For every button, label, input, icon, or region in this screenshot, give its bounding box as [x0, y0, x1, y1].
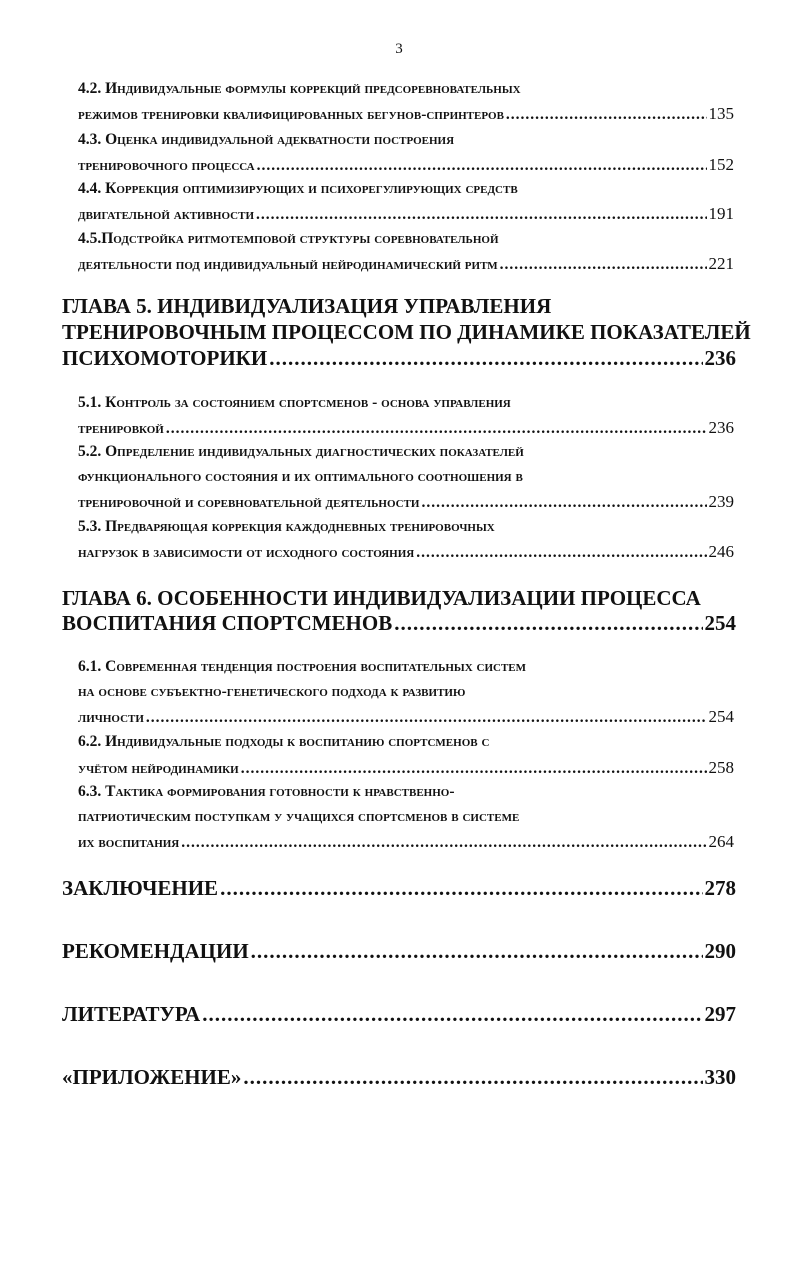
toc-entry-4-2-line-2[interactable]	[0, 104, 734, 124]
toc-page-number: 290	[704, 939, 736, 963]
toc-page-number: 278	[704, 876, 736, 900]
toc-entry-6-1-line-2[interactable]	[0, 683, 734, 701]
toc-entry-4-3-line-1[interactable]	[0, 131, 734, 149]
toc-text: 4.5.Подстройка ритмотемповой структуры соревновательной	[78, 230, 499, 247]
toc-page-number: 264	[708, 832, 734, 851]
toc-entry-5-1-line-1[interactable]	[0, 394, 734, 412]
toc-text: ГЛАВА 5. ИНДИВИДУАЛИЗАЦИЯ УПРАВЛЕНИЯ	[62, 294, 552, 318]
toc-page-number: 191	[708, 204, 734, 223]
leader-dots	[220, 876, 702, 901]
toc-text: деятельности под индивидуальный нейродинамический ритм	[78, 256, 498, 273]
toc-text: учётом нейродинамики	[78, 760, 239, 777]
toc-entry-5-1-line-2[interactable]	[0, 418, 734, 438]
toc-text: ГЛАВА 6. ОСОБЕННОСТИ ИНДИВИДУАЛИЗАЦИИ ПРОЦЕССА	[62, 586, 701, 610]
toc-conclusion[interactable]	[0, 876, 736, 901]
toc-entry-6-3-line-1[interactable]	[0, 783, 734, 801]
toc-entry-6-3-line-2[interactable]	[0, 808, 734, 826]
toc-text: ЗАКЛЮЧЕНИЕ	[62, 876, 219, 900]
toc-text: 6.2. Индивидуальные подходы к воспитанию спортсменов с	[78, 733, 490, 750]
toc-page-number: 239	[708, 492, 734, 511]
toc-text: 6.1. Современная тенденция построения воспитательных систем	[78, 658, 527, 675]
toc-text: ТРЕНИРОВОЧНЫМ ПРОЦЕССОМ ПО ДИНАМИКЕ ПОКАЗАТЕЛЕЙ	[62, 320, 751, 344]
toc-text: ЛИТЕРАТУРА	[62, 1002, 201, 1026]
leader-dots	[146, 709, 707, 727]
leader-dots	[416, 544, 706, 562]
toc-literature[interactable]	[0, 1002, 736, 1027]
toc-text: 4.3. Оценка индивидуальной адекватности построения	[78, 131, 455, 148]
toc-entry-4-5-line-2[interactable]	[0, 254, 734, 274]
toc-text: патриотическим поступкам у учащихся спортсменов в системе	[78, 808, 520, 825]
leader-dots	[500, 256, 707, 274]
toc-entry-4-4-line-1[interactable]	[0, 180, 734, 198]
toc-entry-5-3-line-2[interactable]	[0, 542, 734, 562]
toc-entry-5-3-line-1[interactable]	[0, 518, 734, 536]
leader-dots	[166, 420, 707, 438]
leader-dots	[181, 834, 706, 852]
toc-text: функционального состояния и их оптимального соотношения в	[78, 468, 523, 485]
toc-page-number: 254	[704, 611, 736, 635]
toc-text: РЕКОМЕНДАЦИИ	[62, 939, 249, 963]
toc-entry-5-2-line-1[interactable]	[0, 443, 734, 461]
toc-page-number: 221	[708, 254, 734, 273]
toc-entry-4-3-line-2[interactable]	[0, 155, 734, 175]
leader-dots	[506, 106, 707, 124]
toc-page-number: 254	[708, 707, 734, 726]
leader-dots	[243, 1065, 702, 1090]
toc-text: на основе субъектно-генетического подхода к развитию	[78, 683, 466, 700]
toc-text: 5.1. Контроль за состоянием спортсменов - основа управления	[78, 394, 511, 411]
toc-entry-6-3-line-3[interactable]	[0, 832, 734, 852]
toc-chapter-5-line-3[interactable]	[0, 346, 736, 371]
toc-text: 4.4. Коррекция оптимизирующих и психорегулирующих средств	[78, 180, 518, 197]
toc-appendix[interactable]	[0, 1065, 736, 1090]
toc-text: тренировочной и соревновательной деятельности	[78, 494, 420, 511]
toc-text: тренировкой	[78, 420, 164, 437]
toc-text: «ПРИЛОЖЕНИЕ»	[62, 1065, 242, 1089]
toc-text: режимов тренировки квалифицированных бегунов-спринтеров	[78, 106, 504, 123]
leader-dots	[257, 157, 707, 175]
leader-dots	[241, 760, 707, 778]
toc-text: их воспитания	[78, 834, 180, 851]
toc-text: ПСИХОМОТОРИКИ	[62, 346, 268, 370]
toc-chapter-6-line-1[interactable]	[0, 586, 736, 611]
toc-page-number: 246	[708, 542, 734, 561]
toc-chapter-5-line-1[interactable]	[0, 294, 736, 319]
toc-chapter-5-line-2[interactable]	[0, 320, 751, 345]
toc-text: двигательной активности	[78, 206, 255, 223]
toc-entry-5-2-line-2[interactable]	[0, 468, 734, 486]
toc-page-number: 330	[704, 1065, 736, 1089]
leader-dots	[256, 206, 706, 224]
toc-page-number: 152	[708, 155, 734, 174]
page-number: 3	[395, 41, 403, 57]
leader-dots	[251, 939, 703, 964]
toc-entry-6-2-line-1[interactable]	[0, 733, 734, 751]
toc-page-number: 258	[708, 758, 734, 777]
toc-entry-6-2-line-2[interactable]	[0, 758, 734, 778]
toc-entry-4-4-line-2[interactable]	[0, 204, 734, 224]
toc-entry-6-1-line-1[interactable]	[0, 658, 734, 676]
toc-text: нагрузок в зависимости от исходного состояния	[78, 544, 415, 561]
toc-entry-6-1-line-3[interactable]	[0, 707, 734, 727]
toc-text: 4.2. Индивидуальные формулы коррекций предсоревновательных	[78, 80, 521, 97]
toc-page-number: 135	[708, 104, 734, 123]
toc-text: ВОСПИТАНИЯ СПОРТСМЕНОВ	[62, 611, 393, 635]
toc-text: личности	[78, 709, 144, 726]
toc-entry-4-2-line-1[interactable]	[0, 80, 734, 98]
toc-text: 5.2. Определение индивидуальных диагностических показателей	[78, 443, 524, 460]
toc-page-number: 297	[704, 1002, 736, 1026]
leader-dots	[394, 611, 702, 636]
toc-page-number: 236	[704, 346, 736, 370]
leader-dots	[202, 1002, 702, 1027]
toc-page-number: 236	[708, 418, 734, 437]
leader-dots	[421, 494, 706, 512]
toc-recommendations[interactable]	[0, 939, 736, 964]
toc-entry-4-5-line-1[interactable]	[0, 230, 734, 248]
toc-text: тренировочного процесса	[78, 157, 255, 174]
toc-entry-5-2-line-3[interactable]	[0, 492, 734, 512]
toc-chapter-6-line-2[interactable]	[0, 611, 736, 636]
leader-dots	[269, 346, 702, 371]
toc-text: 6.3. Тактика формирования готовности к нравственно-	[78, 783, 455, 800]
toc-text: 5.3. Предваряющая коррекция каждодневных тренировочных	[78, 518, 495, 535]
